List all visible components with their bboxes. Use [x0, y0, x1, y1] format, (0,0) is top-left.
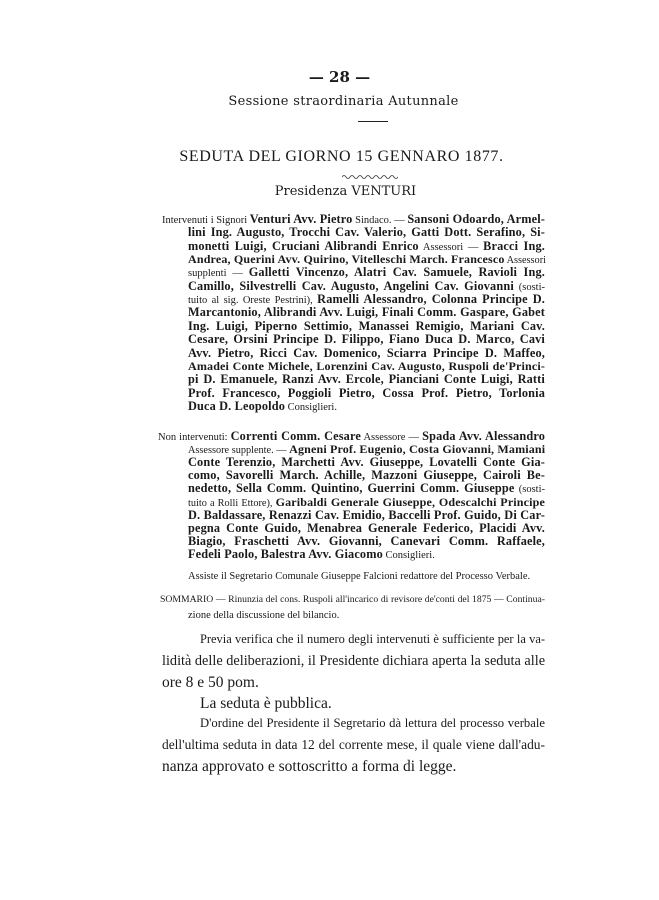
role-text: Sindaco. — [352, 215, 408, 226]
body-line: dell'ultima seduta in data 12 del corrente mese, il quale viene dall'adu- [162, 737, 545, 752]
member-name-text: Sansoni Odoardo, Armel- [407, 212, 546, 226]
member-name-text: Correnti Comm. Cesare [230, 429, 361, 443]
member-name-text: Ing. Luigi, Piperno Settimio, Manassei Remigio, Mariani Cav. [188, 318, 545, 333]
divider-rule [358, 121, 388, 122]
absent-line [188, 547, 545, 562]
member-name-text: Camillo, Silvestrelli Cav. Augusto, Angelini Cav. Giovanni [188, 278, 514, 293]
member-name-text: Garibaldi Generale Giuseppe, Odescalchi Principe [275, 494, 545, 509]
member-name-text: Spada Avv. Alessandro [422, 429, 546, 443]
member-name-text: Fedeli Paolo, Balestra Avv. Giacomo [188, 546, 383, 561]
member-name-text: como, Savorelli March. Achille, Mazzoni Giuseppe, Cairoli Be- [188, 468, 545, 483]
member-name-text: lini Ing. Augusto, Trocchi Cav. Valerio, Gatti Dott. Serafino, Si- [188, 225, 545, 240]
member-name-text: nedetto, Sella Comm. Quintino, Guerrini Comm. Giuseppe [188, 481, 515, 496]
body-line: La seduta è pubblica. [200, 695, 332, 712]
session-title: Sessione straordinaria Autunnale [228, 94, 459, 109]
body-line: lidità delle deliberazioni, il Presidente dichiara aperta la seduta alle [162, 653, 546, 669]
member-name-text: Ramelli Alessandro, Colonna Principe D. [317, 292, 545, 307]
body-line: Previa verifica che il numero degli intervenuti è sufficiente per la va- [200, 632, 545, 646]
member-name-text: Duca D. Leopoldo [188, 398, 286, 413]
member-name-text: Amadei Conte Michele, Lorenzini Cav. Augusto, Ruspoli de'Princi- [188, 358, 545, 373]
body-line: nanza approvato e sottoscritto a forma di legge. [162, 758, 457, 775]
member-name-text: monetti Luigi, Cruciani Alibrandi Enrico [188, 238, 419, 253]
role-text: (sosti- [514, 484, 545, 496]
member-name-text: Cesare, Orsini Principe D. Filippo, Fiano Duca D. Marco, Cavi [188, 332, 545, 347]
member-name-text: Agneni Prof. Eugenio, Costa Giovanni, Mamiani [289, 442, 546, 457]
sommario-line: zione della discussione del bilancio. [188, 610, 340, 621]
member-name-text: Prof. Francesco, Poggioli Pietro, Cossa Prof. Pietro, Torlonia [188, 385, 545, 400]
member-name-text: Biagio, Fraschetti Avv. Giovanni, Canevari Comm. Raffaele, [188, 533, 545, 548]
role-text: Assessori [504, 255, 546, 267]
wavy-divider [342, 174, 398, 180]
body-line: ore 8 e 50 pom. [162, 674, 259, 691]
member-name-text: Galletti Vincenzo, Alatri Cav. Samuele, Ravioli Ing. [248, 265, 545, 280]
role-text: supplenti — [188, 268, 249, 280]
page-number: — 28 — [308, 68, 371, 86]
body-line: D'ordine del Presidente il Segretario dà lettura del processo verbale [200, 716, 545, 730]
sommario-line: SOMMARIO — Rinunzia del cons. Ruspoli all'incarico di revisore de'conti del 1875 — Continua- [160, 594, 545, 605]
role-text: Non intervenuti: [158, 432, 231, 443]
seduta-heading: SEDUTA DEL GIORNO 15 GENNARO 1877. [179, 148, 504, 165]
presidenza-heading: Presidenza VENTURI [274, 184, 417, 199]
role-text: Assessore supplente. — [188, 445, 290, 457]
member-name-text: Bracci Ing. [483, 238, 545, 253]
assiste-line: Assiste il Segretario Comunale Giuseppe Falcioni redattore del Processo Verbale. [188, 571, 531, 582]
member-name-text: pegna Conte Guido, Menabrea Generale Federico, Placidi Avv. [188, 520, 545, 535]
role-text: Assessore — [360, 432, 423, 443]
role-text: (sosti- [513, 281, 545, 293]
member-name-text: Venturi Avv. Pietro [249, 212, 353, 226]
role-text: Consiglieri. [285, 401, 337, 413]
role-text: Assessori — [418, 241, 484, 253]
member-name-text: Marcantonio, Alibrandi Avv. Luigi, Finali Comm. Gaspare, Gabet [188, 305, 545, 320]
member-name-text: Conte Terenzio, Marchetti Avv. Giuseppe, Lovatelli Conte Gia- [188, 455, 545, 470]
role-text: tuito a Rolli Ettore), [188, 497, 276, 509]
role-text: Intervenuti i Signori [162, 215, 250, 226]
member-name-text: Andrea, Querini Avv. Quirino, Vitelleschi March. Francesco [188, 252, 505, 267]
role-text: Consiglieri. [382, 549, 435, 561]
role-text: tuito al sig. Oreste Pestrini), [188, 295, 318, 307]
member-name-text: D. Baldassare, Renazzi Cav. Emidio, Baccelli Prof. Guido, Di Car- [188, 507, 545, 522]
present-line [188, 399, 545, 414]
member-name-text: Avv. Pietro, Ricci Cav. Domenico, Sciarra Principe D. Maffeo, [188, 345, 545, 360]
member-name-text: pi D. Emanuele, Ranzi Avv. Ercole, Pianciani Conte Luigi, Ratti [188, 372, 545, 387]
